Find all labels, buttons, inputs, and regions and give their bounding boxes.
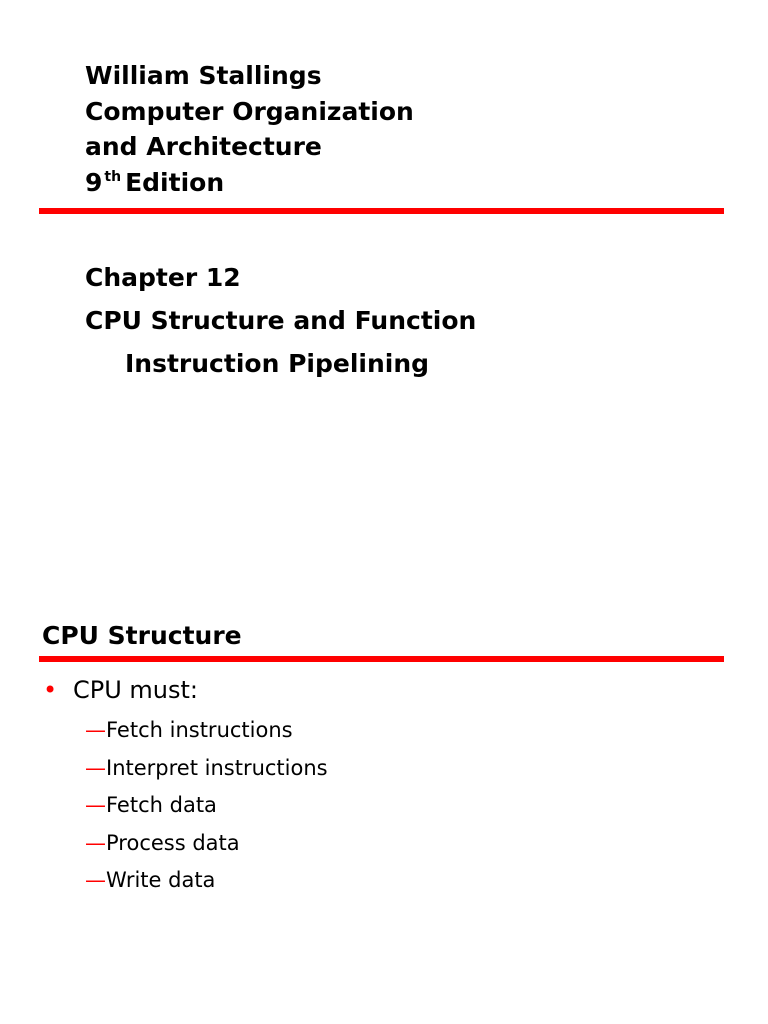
dash-icon: — [85,830,106,855]
edition-word: Edition [125,167,225,197]
edition-number: 9 [85,167,103,197]
chapter-title: CPU Structure and Function [85,306,477,335]
chapter-block [85,260,476,381]
sub-item [85,750,328,788]
bullet-item [43,672,198,708]
book-title-line-2: and Architecture [85,132,322,161]
sub-item-text: Process data [106,830,240,855]
bullet-dot-icon: • [43,676,58,704]
sub-list [85,712,328,900]
sub-item [85,862,328,900]
chapter-number: Chapter 12 [85,263,241,292]
red-divider [39,656,724,662]
book-title [85,58,414,205]
dash-icon: — [85,755,106,780]
sub-item-text: Fetch data [106,793,217,817]
sub-item-text: Write data [106,868,216,892]
slide-heading: CPU Structure [42,621,242,650]
dash-icon: — [85,718,106,742]
sub-item [85,712,328,750]
book-edition [85,165,414,206]
sub-item-text: Interpret instructions [106,755,328,780]
red-divider [39,208,724,214]
bullet-list [43,672,198,708]
sub-item-text: Fetch instructions [106,718,293,742]
book-author: William Stallings [85,61,322,90]
chapter-subtitle: Instruction Pipelining [125,349,430,378]
bullet-text: CPU must: [73,676,199,704]
content-slide [0,512,768,1024]
edition-ordinal-suffix: th [104,168,122,185]
sub-item [85,787,328,825]
book-title-line-1: Computer Organization [85,96,414,126]
dash-icon: — [85,868,106,892]
sub-item [85,825,328,863]
dash-icon: — [85,793,106,817]
